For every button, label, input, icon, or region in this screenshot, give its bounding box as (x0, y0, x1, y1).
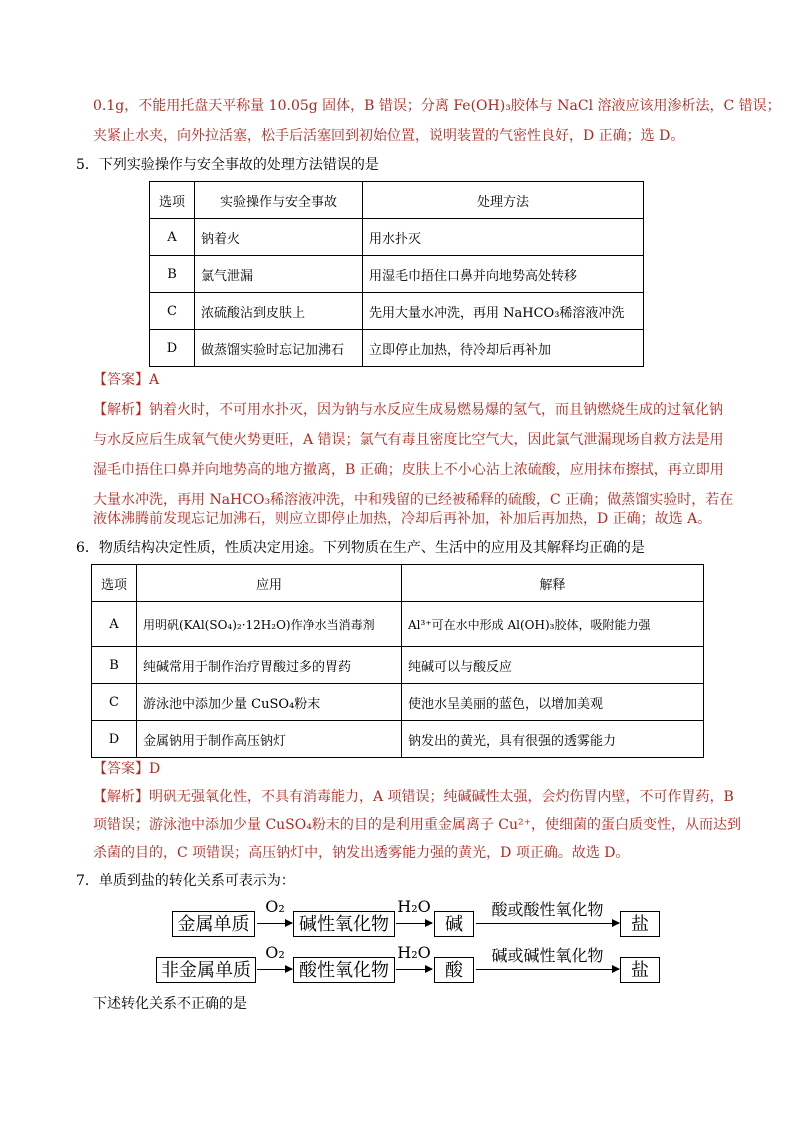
question-7-prompt: 下述转化关系不正确的是 (93, 996, 247, 1012)
table-row (92, 602, 704, 647)
table-cell: 金属钠用于制作高压钠灯 (137, 721, 402, 758)
table-cell: B (150, 256, 195, 293)
table-cell: B (92, 647, 137, 684)
question-5-analysis-line: 与水反应后生成氧气使火势更旺，A 错误；氯气有毒且密度比空气大，因此氯气泄漏现场自救方法是用 (93, 432, 724, 448)
diagram-box-acid: 酸 (434, 957, 474, 983)
table-row (150, 219, 644, 256)
question-5-analysis-line: 液体沸腾前发现忘记加沸石，则应立即停止加热，冷却后再补加，补加后再加热，D 正确；故选 A。 (93, 511, 712, 527)
table-cell: D (150, 330, 195, 367)
question-6-analysis-line: 【解析】明矾无强氧化性，不具有消毒能力，A 项错误；纯碱碱性太强，会灼伤胃内壁，不可作胃药，B (93, 789, 734, 805)
table-row (150, 256, 644, 293)
table-header-cell: 解释 (402, 565, 704, 602)
table-cell: 钠着火 (195, 219, 363, 256)
table-row (92, 647, 704, 684)
question-6-answer: 【答案】D (93, 761, 161, 777)
diagram-box-salt: 盐 (620, 911, 660, 937)
table-row (150, 330, 644, 367)
question-6-stem: 6．物质结构决定性质，性质决定用途。下列物质在生产、生活中的应用及其解释均正确的是 (76, 540, 645, 556)
table-cell: 做蒸馏实验时忘记加沸石 (195, 330, 363, 367)
question-7-stem: 7．单质到盐的转化关系可表示为： (76, 873, 295, 889)
table-cell: A (92, 602, 137, 647)
table-cell: 用水扑灭 (363, 219, 644, 256)
table-header-row (150, 182, 644, 219)
arrow-right-icon (476, 969, 619, 970)
table-cell: 立即停止加热，待冷却后再补加 (363, 330, 644, 367)
question-6-analysis-line: 项错误；游泳池中添加少量 CuSO₄粉末的目的是利用重金属离子 Cu²⁺，使细菌的蛋白质变性，从而达到 (93, 817, 742, 833)
table-header-cell: 选项 (92, 565, 137, 602)
table-header-row (92, 565, 704, 602)
table-cell: D (92, 721, 137, 758)
prev-analysis-line-1: 0.1g，不能用托盘天平称量 10.05g 固体，B 错误；分离 Fe(OH)₃胶体与 NaCl 溶液应该用渗析法，C 错误； (93, 98, 781, 114)
arrow-right-icon (396, 923, 432, 924)
table-cell: C (92, 684, 137, 721)
table-header-cell: 实验操作与安全事故 (195, 182, 363, 219)
question-6-analysis-line: 杀菌的目的，C 项错误；高压钠灯中，钠发出透雾能力强的黄光，D 项正确。故选 D。 (93, 845, 630, 861)
table-cell: 使池水呈美丽的蓝色，以增加美观 (402, 684, 704, 721)
table-cell: 氯气泄漏 (195, 256, 363, 293)
arrow-right-icon (257, 969, 292, 970)
table-cell: C (150, 293, 195, 330)
table-cell: A (150, 219, 195, 256)
arrow-label-o2: O₂ (265, 943, 285, 962)
table-row (92, 684, 704, 721)
table-header-cell: 应用 (137, 565, 402, 602)
table-header-cell: 选项 (150, 182, 195, 219)
arrow-right-icon (476, 923, 619, 924)
arrow-label-base-reagent: 碱或碱性氧化物 (491, 946, 604, 965)
prev-analysis-line-2: 夹紧止水夹，向外拉活塞，松手后活塞回到初始位置，说明装置的气密性良好，D 正确；选 D。 (93, 128, 685, 144)
table-row (150, 293, 644, 330)
question-5-analysis-line: 湿毛巾捂住口鼻并向地势高的地方撤离，B 正确；皮肤上不小心沾上浓硫酸，应用抹布擦拭，再立即用 (93, 462, 724, 478)
diagram-box-metal: 金属单质 (172, 911, 255, 937)
diagram-box-salt: 盐 (620, 957, 660, 983)
arrow-right-icon (257, 923, 292, 924)
table-cell: 纯碱常用于制作治疗胃酸过多的胃药 (137, 647, 402, 684)
question-5-table (149, 181, 644, 367)
arrow-label-o2: O₂ (265, 897, 285, 916)
question-5-answer: 【答案】A (93, 372, 160, 388)
arrow-label-h2o: H₂O (397, 943, 431, 962)
table-cell: 用湿毛巾捂住口鼻并向地势高处转移 (363, 256, 644, 293)
table-cell: 先用大量水冲洗，再用 NaHCO₃稀溶液冲洗 (363, 293, 644, 330)
table-header-cell: 处理方法 (363, 182, 644, 219)
question-5-analysis-line: 【解析】钠着火时，不可用水扑灭，因为钠与水反应生成易燃易爆的氢气，而且钠燃烧生成的过氧化钠 (93, 402, 723, 418)
diagram-box-base: 碱 (434, 911, 474, 937)
table-cell: 用明矾(KAl(SO₄)₂·12H₂O)作净水当消毒剂 (137, 602, 402, 647)
table-cell: 游泳池中添加少量 CuSO₄粉末 (137, 684, 402, 721)
question-6-table (91, 564, 704, 758)
diagram-box-basic-oxide: 碱性氧化物 (293, 911, 395, 937)
diagram-box-nonmetal: 非金属单质 (156, 957, 256, 983)
arrow-label-acid-reagent: 酸或酸性氧化物 (491, 900, 604, 919)
table-cell: 浓硫酸沾到皮肤上 (195, 293, 363, 330)
diagram-box-acidic-oxide: 酸性氧化物 (293, 957, 395, 983)
table-row (92, 721, 704, 758)
arrow-right-icon (396, 969, 432, 970)
table-cell: 钠发出的黄光，具有很强的透雾能力 (402, 721, 704, 758)
table-cell: 纯碱可以与酸反应 (402, 647, 704, 684)
arrow-label-h2o: H₂O (397, 897, 431, 916)
question-5-stem: 5．下列实验操作与安全事故的处理方法错误的是 (76, 157, 379, 173)
question-5-analysis-line: 大量水冲洗，再用 NaHCO₃稀溶液冲洗，中和残留的已经被稀释的硫酸，C 正确；做蒸馏实验时，若在 (93, 492, 734, 508)
table-cell: Al³⁺可在水中形成 Al(OH)₃胶体，吸附能力强 (402, 602, 704, 647)
